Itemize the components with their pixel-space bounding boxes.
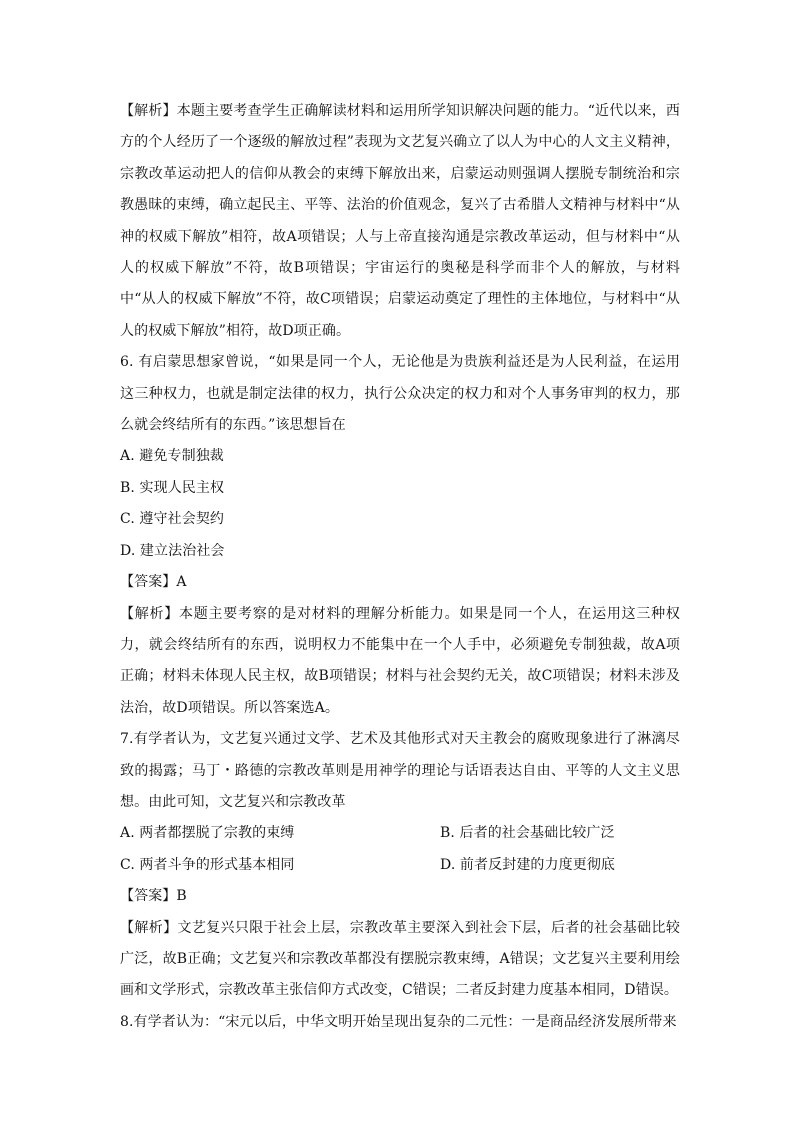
analysis-q5: 【解析】本题主要考查学生正确解读材料和运用所学知识解决问题的能力。“近代以来，西方的个人经历了一个逐级的解放过程”表现为文艺复兴确立了以人为中心的人文主义精神，宗教改革运动把人的信仰从教会的束缚下解放出来，启蒙运动则强调人摆脱专制统治和宗教愚昧的束缚，确立起民主、平等、法治的价值观念，复兴了古希腊人文精神与材料中“从神的权威下解放”相符，故A项错误；人与上帝直接沟通是宗教改革运动，但与材料中“从人的权威下解放”不符，故B项错误；宇宙运行的奥秘是科学而非个人的解放，与材料中“从人的权威下解放”不符，故C项错误；启蒙运动奠定了理性的主体地位，与材料中“从人的权威下解放”相符，故D项正确。: [120, 103, 680, 339]
question-7-stem: 7.有学者认为，文艺复兴通过文学、艺术及其他形式对天主教会的腐败现象进行了淋漓尽致的揭露；马丁・路德的宗教改革则是用神学的理论与话语表达自由、平等的人文主义思想。由此可知，文艺复兴和宗教改革: [120, 731, 680, 810]
q7-analysis: 【解析】文艺复兴只限于社会上层，宗教改革主要深入到社会下层，后者的社会基础比较广泛，故B正确；文艺复兴和宗教改革都没有摆脱宗教束缚，A错误；文艺复兴主要利用绘画和文学形式，宗教改革主张信仰方式改变，C错误；二者反封建力度基本相同，D错误。: [120, 919, 680, 999]
q7-options-row-1: [120, 818, 680, 849]
question-8-stem: 8.有学者认为：“宋元以后，中华文明开始呈现出复杂的二元性：一是商品经济发展所带来: [120, 1013, 677, 1030]
q7-option-a: A. 两者都摆脱了宗教的束缚: [120, 825, 295, 842]
q6-option-a: A. 避免专制独裁: [120, 448, 224, 465]
q7-answer: 【答案】B: [120, 888, 187, 905]
q7-option-d: D. 前者反封建的力度更彻底: [440, 856, 616, 873]
q6-option-d: D. 建立法治社会: [120, 542, 225, 559]
q6-option-b: B. 实现人民主权: [120, 479, 225, 496]
document-content: [120, 96, 680, 1038]
q7-options-row-2: [120, 850, 680, 881]
q7-option-c: C. 两者斗争的形式基本相同: [120, 856, 295, 873]
q6-analysis: 【解析】本题主要考察的是对材料的理解分析能力。如果是同一个人，在运用这三种权力，就会终结所有的东西，说明权力不能集中在一个人手中，必须避免专制独裁，故A项正确；材料未体现人民主权，故B项错误；材料与社会契约无关，故C项错误；材料未涉及法治，故D项错误。所以答案选A。: [120, 605, 680, 716]
q7-option-b: B. 后者的社会基础比较广泛: [440, 825, 615, 842]
q6-answer: 【答案】A: [120, 574, 187, 591]
question-6-stem: 6. 有启蒙思想家曾说，“如果是同一个人，无论他是为贵族利益还是为人民利益，在运用这三种权力，也就是制定法律的权力，执行公众决定的权力和对个人事务审判的权力，那么就会终结所有的东西。”该思想旨在: [120, 354, 680, 434]
q6-option-c: C. 遵守社会契约: [120, 511, 225, 528]
